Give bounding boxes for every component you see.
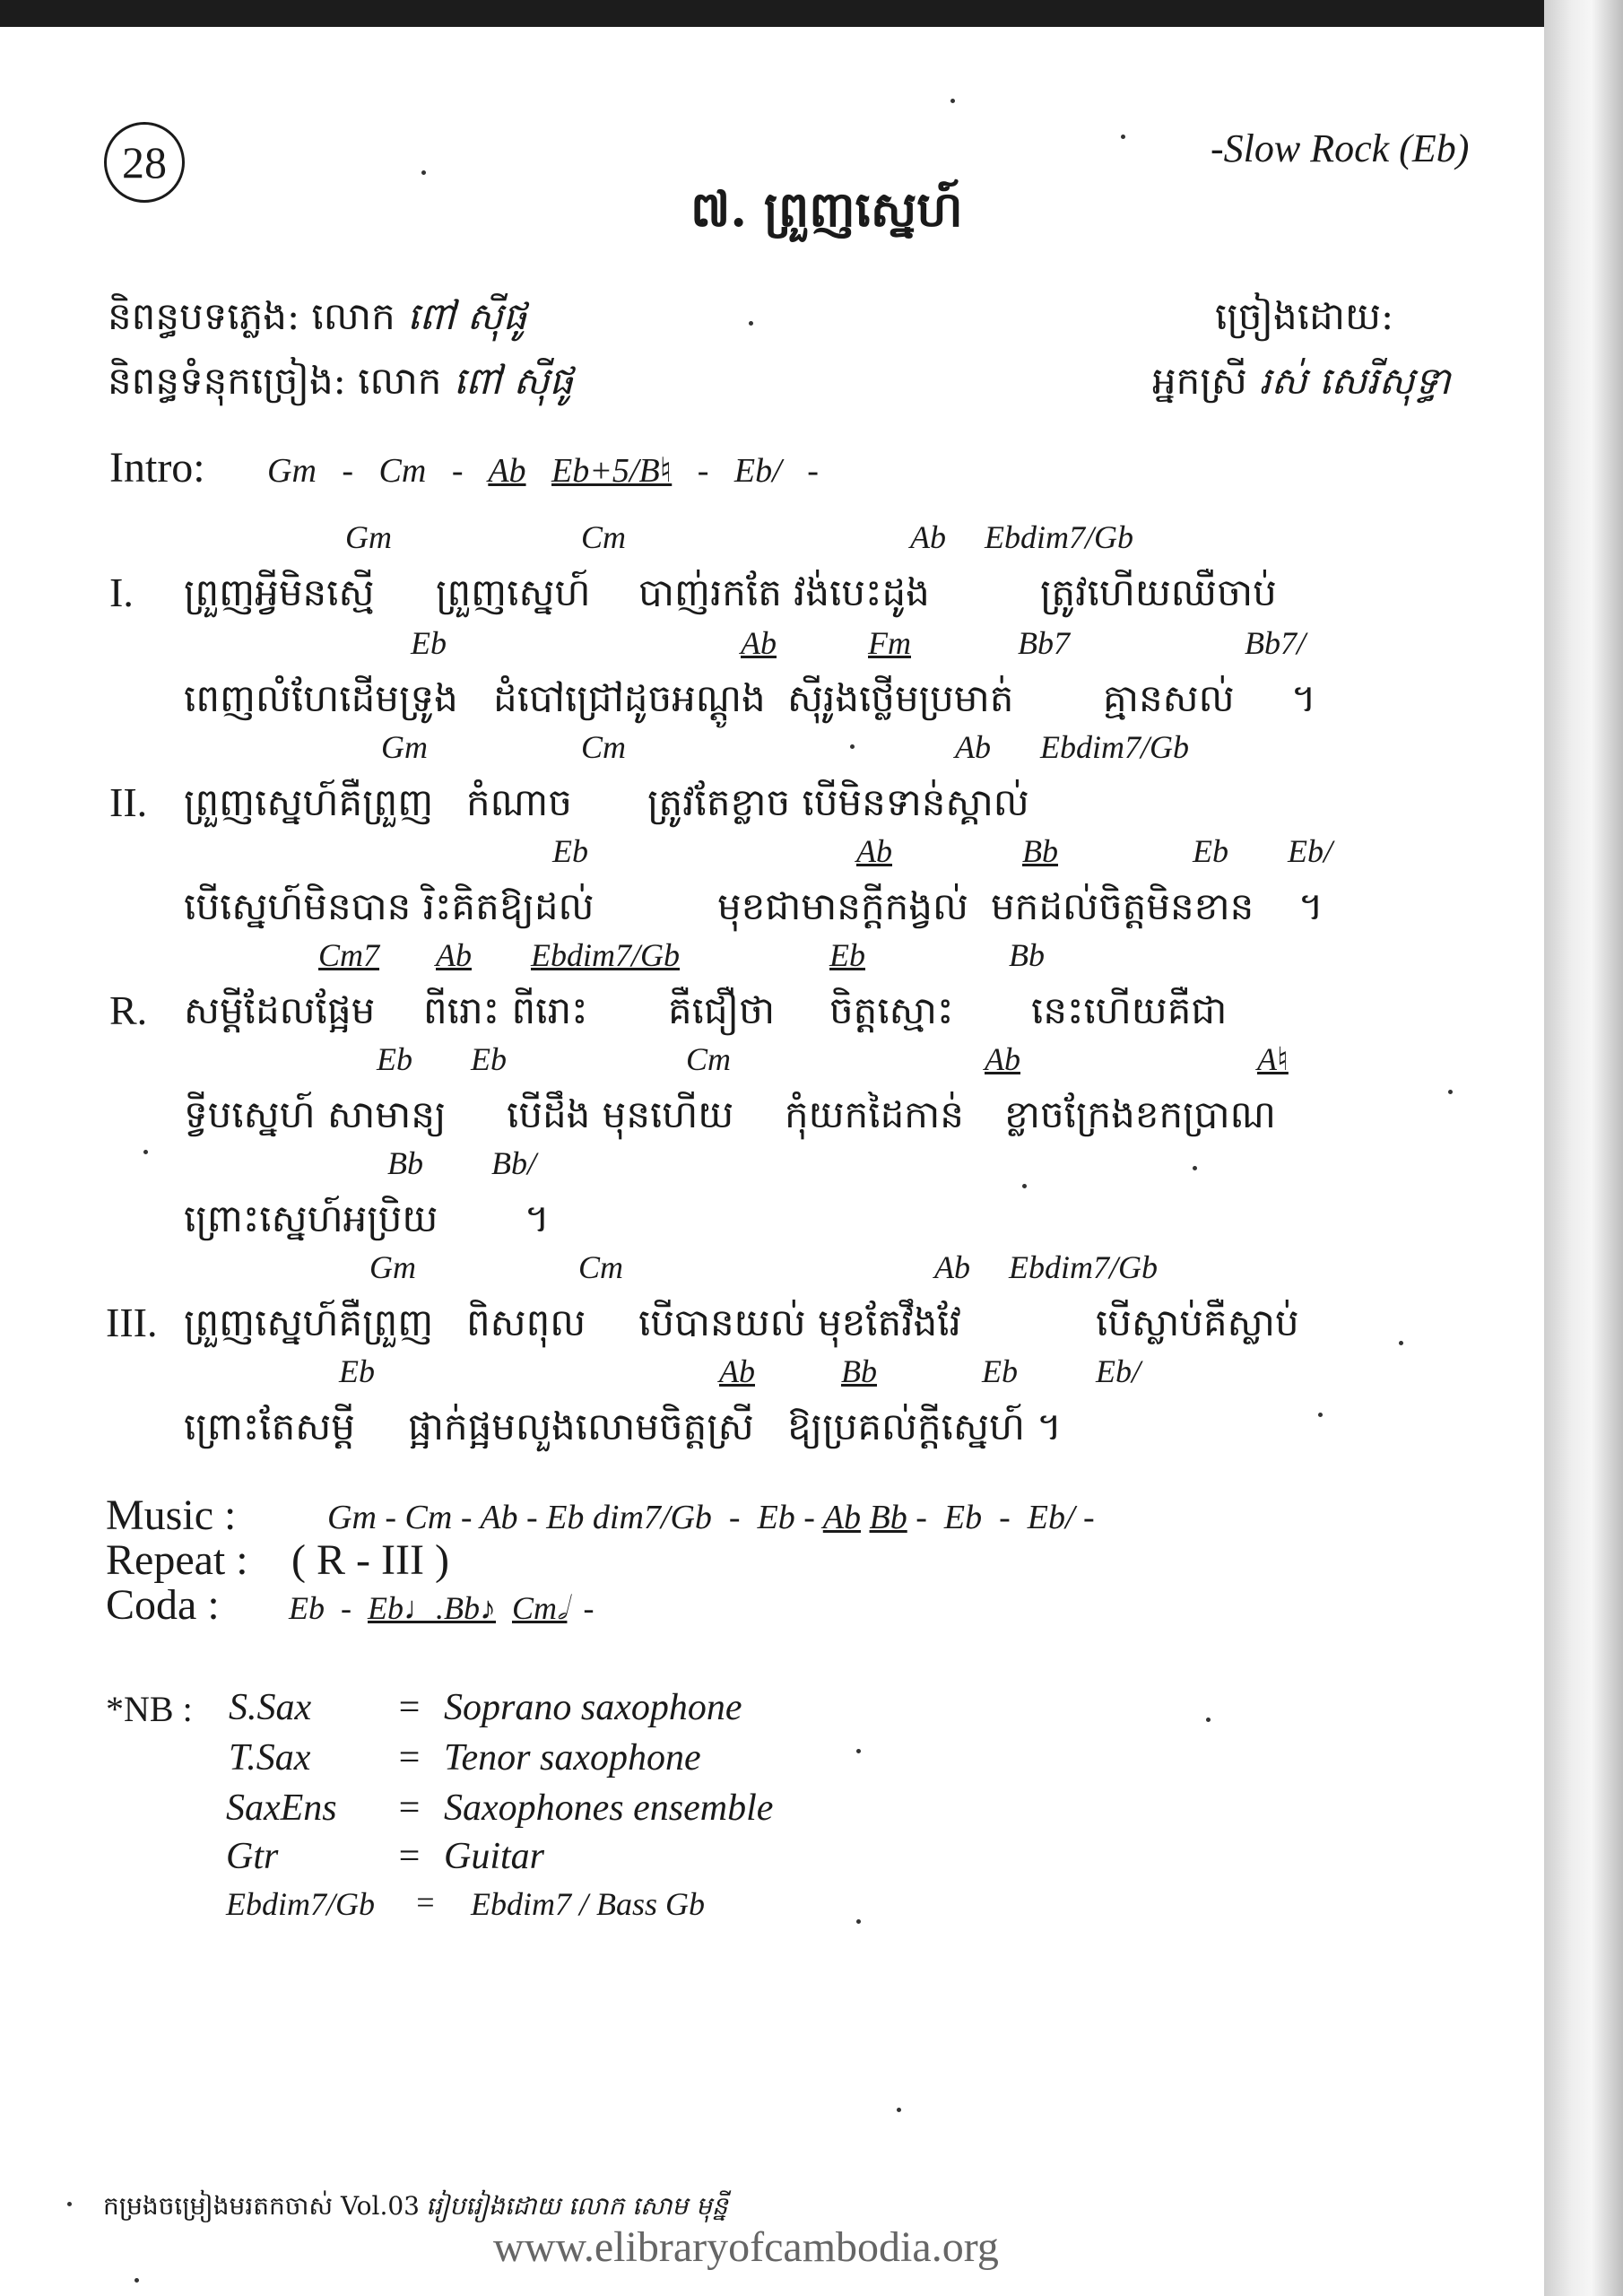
chord: A♮: [1257, 1041, 1289, 1077]
coda-sequence: [289, 1589, 594, 1628]
chord: Ab: [741, 625, 777, 661]
music-chord: Eb: [943, 1499, 983, 1536]
footer-compiler: រៀបរៀងដោយ លោក សោម មុន្នី: [426, 2191, 728, 2221]
lyric-phrase: សម្ដីដែលផ្អែម: [184, 988, 376, 1032]
music-sep: -: [728, 1499, 741, 1536]
intro-label: Intro:: [109, 444, 205, 491]
note-eq: =: [396, 1687, 422, 1728]
chord: Ab: [934, 1249, 970, 1285]
intro-sep: -: [342, 452, 354, 490]
lyric-phrase: បើស្នេហ៍មិនបាន រិះគិតឱ្យដល់: [184, 884, 595, 928]
note-abbr: S.Sax: [229, 1687, 312, 1728]
chord: Fm: [868, 625, 911, 661]
music-chord: Ab: [480, 1499, 518, 1536]
chord: Bb: [841, 1353, 877, 1389]
singer: [1152, 357, 1451, 413]
lyric-phrase: ព្រួញស្នេហ៍គឺព្រួញ: [184, 1300, 434, 1344]
lyric-phrase: មកដល់ចិត្តមិនខាន: [991, 884, 1254, 928]
footer-book: កម្រងចម្រៀងមរតកចាស់ Vol.03: [103, 2191, 420, 2221]
lyric-phrase: ព្រោះស្នេហ៍អប្រិយ: [184, 1196, 438, 1240]
chord: Ab: [436, 937, 472, 973]
intro-chord: Cm: [378, 452, 427, 490]
scan-speck: [1318, 1413, 1323, 1417]
chord: Bb: [387, 1145, 423, 1181]
singer-label: ច្រៀងដោយ:: [1215, 294, 1394, 338]
scan-right-edge: [1544, 0, 1623, 2296]
chord: Bb/: [491, 1145, 536, 1181]
lyric-phrase: ឱ្យប្រគល់ក្ដីស្នេហ៍ ។: [787, 1405, 1062, 1448]
note-full: Tenor saxophone: [444, 1737, 701, 1779]
lyrics-composer-label: និពន្ធទំនុកច្រៀង: លោក: [108, 359, 442, 403]
music-composer-label: និពន្ធបទភ្លេង: លោក: [108, 294, 395, 338]
music-sep: -: [803, 1499, 815, 1536]
note-full: Guitar: [444, 1836, 545, 1877]
note-eq: =: [396, 1737, 422, 1779]
note-eq: =: [396, 1787, 422, 1829]
style-label: -Slow Rock (Eb): [1211, 126, 1470, 170]
chord: Eb: [411, 625, 447, 661]
lyric-phrase: កុំយកដៃកាន់: [785, 1092, 964, 1136]
chord: Eb/: [1096, 1353, 1141, 1389]
intro-sequence: [267, 450, 819, 491]
song-title: ៧. ព្រួញស្នេហ៍: [690, 180, 963, 238]
coda-sep: -: [583, 1590, 595, 1626]
lyric-phrase: ព្រួញស្នេហ៍: [436, 570, 591, 614]
chord: Ab: [955, 729, 991, 765]
chord: Ebdim7/Gb: [531, 937, 680, 973]
scan-speck: [67, 2202, 72, 2206]
lyric-phrase: បើបានយល់ មុខតែវឹងវែ: [638, 1300, 961, 1344]
scan-speck: [1206, 1718, 1211, 1722]
intro-chord: Eb/: [733, 452, 782, 490]
coda-chord: Eb: [289, 1590, 325, 1626]
scan-speck: [143, 1150, 148, 1154]
intro-sep: -: [697, 452, 709, 490]
chord: Eb: [339, 1353, 375, 1389]
lyric-phrase: ព្រោះតែសម្ដី: [184, 1405, 355, 1448]
chord: Ebdim7/Gb: [1009, 1249, 1158, 1285]
lyric-phrase: ។: [525, 1196, 550, 1240]
note-full: Soprano saxophone: [444, 1687, 742, 1728]
refrain-label: R.: [109, 987, 148, 1033]
scan-speck: [421, 170, 426, 175]
note-abbr: T.Sax: [229, 1737, 311, 1779]
lyric-phrase: បើដឹង មុនហើយ: [507, 1092, 734, 1136]
lyric-phrase: ស៊ីរូងថ្លើមប្រមាត់: [787, 676, 1014, 720]
chord: Eb: [1193, 833, 1228, 869]
chord: Ab: [910, 519, 946, 555]
scan-speck: [950, 99, 955, 103]
note-eq: =: [396, 1836, 422, 1877]
verse-label: II.: [109, 779, 148, 825]
note-eq: =: [414, 1884, 437, 1920]
chord: Bb7/: [1245, 625, 1306, 661]
scan-speck: [1121, 135, 1125, 139]
lyric-phrase: វង់បេះដូង: [794, 570, 930, 614]
note-full: Saxophones ensemble: [444, 1787, 774, 1829]
chord: Ebdim7/Gb: [985, 519, 1133, 555]
chord: Eb: [552, 833, 588, 869]
lyric-phrase: ព្រួញអ្វីមិនស្មើ: [184, 570, 375, 614]
intro-sep: -: [451, 452, 464, 490]
intro-sep: -: [807, 452, 819, 490]
note-abbr: Gtr: [226, 1836, 279, 1877]
scan-speck: [850, 744, 855, 749]
music-chord: Eb/: [1027, 1499, 1075, 1536]
music-chord: Eb: [757, 1499, 795, 1536]
chord: Eb/: [1288, 833, 1332, 869]
music-composer-name: ពៅ ស៊ីផូ: [407, 294, 527, 338]
verse-label: I.: [109, 570, 134, 615]
coda-chord: Cm𝅗𝅥: [511, 1590, 568, 1626]
music-chord: Ab: [822, 1499, 861, 1536]
chord: Bb7: [1018, 625, 1070, 661]
lyric-phrase: ពីរោះ ពីរោះ: [423, 988, 588, 1032]
lyric-phrase: ត្រូវហើយឈឺចាប់: [1040, 570, 1277, 614]
chord: Ab: [985, 1041, 1020, 1077]
chord: Eb: [471, 1041, 507, 1077]
coda-chord: Eb♩.Bb♪: [368, 1590, 496, 1626]
music-chord: Eb dim7/Gb: [546, 1499, 712, 1536]
music-sep: -: [526, 1499, 538, 1536]
chord: Ab: [719, 1353, 755, 1389]
music-sequence: [327, 1498, 1095, 1537]
music-chord: Bb: [869, 1499, 907, 1536]
chord: Cm: [686, 1041, 732, 1077]
music-chord: Cm: [404, 1499, 453, 1536]
repeat-label: Repeat :: [106, 1536, 248, 1584]
repeat-value: ( R - III ): [291, 1536, 449, 1584]
footer-website: www.elibraryofcambodia.org: [493, 2223, 999, 2271]
chord: Bb: [1009, 937, 1045, 973]
lyric-phrase: ពិសពុល: [466, 1300, 586, 1344]
lyric-phrase: ទ្វីបស្នេហ៍ សាមាន្យ: [184, 1092, 447, 1136]
lyric-phrase: ។: [1291, 676, 1316, 720]
scan-speck: [1193, 1166, 1197, 1170]
singer-prefix: អ្នកស្រី: [1152, 359, 1247, 403]
music-sep: -: [999, 1499, 1011, 1536]
lyric-phrase: បាញ់រកតែ: [638, 570, 782, 614]
music-label: Music :: [106, 1492, 237, 1539]
lyric-phrase: នេះហើយគឺជា: [1031, 988, 1228, 1032]
lyric-phrase: ផ្អាក់ផ្អមលួងលោមចិត្តស្រី: [408, 1405, 754, 1448]
music-sep: -: [916, 1499, 927, 1536]
music-sep: -: [385, 1499, 397, 1536]
lyric-phrase: ដំបៅជ្រៅដូចអណ្ដូង: [493, 676, 766, 720]
coda-sep: -: [341, 1590, 352, 1626]
chord: Ab: [856, 833, 892, 869]
lyric-phrase: ពេញលំហែដើមទ្រូង: [184, 676, 458, 720]
lyrics-composer: [108, 357, 573, 413]
chord: Gm: [369, 1249, 416, 1285]
lyric-phrase: មុខជាមានក្ដីកង្វល់: [717, 884, 968, 928]
chord: Bb: [1022, 833, 1058, 869]
music-sep: -: [460, 1499, 473, 1536]
chord: Eb: [829, 937, 865, 973]
singer-name: រស់ សេរីសុទ្ធា: [1259, 359, 1451, 403]
chord: Cm: [578, 1249, 624, 1285]
scan-speck: [856, 1749, 861, 1753]
intro-chord: Gm: [267, 452, 317, 490]
music-chord: Gm: [327, 1499, 377, 1536]
scan-speck: [749, 321, 753, 326]
verse-label: III.: [106, 1300, 158, 1345]
lyric-phrase: ខ្លាចក្រែងខកប្រាណ: [1004, 1092, 1276, 1136]
lyric-phrase: បើស្លាប់គឺស្លាប់: [1096, 1300, 1299, 1344]
scan-speck: [1399, 1341, 1403, 1345]
scan-speck: [897, 2108, 901, 2112]
chord: Gm: [381, 729, 428, 765]
scan-speck: [856, 1919, 861, 1924]
lyric-phrase: គ្មានសល់: [1103, 676, 1235, 720]
note-abbr: SaxEns: [226, 1787, 337, 1829]
intro-chord: Ab: [488, 452, 526, 490]
music-sep: -: [1083, 1499, 1095, 1536]
page-number: 28: [104, 122, 185, 203]
chord: Gm: [345, 519, 392, 555]
chord: Cm7: [318, 937, 380, 973]
coda-label: Coda :: [106, 1581, 220, 1629]
lyric-phrase: ត្រូវតែខ្លាច បើមិនទាន់ស្គាល់: [647, 780, 1029, 824]
lyric-phrase: កំណាច: [466, 780, 572, 824]
scan-speck: [1448, 1090, 1453, 1094]
lyric-phrase: ព្រួញស្នេហ៍គឺព្រួញ: [184, 780, 434, 824]
chord: Cm: [581, 519, 627, 555]
note-full: Ebdim7 / Bass Gb: [471, 1886, 705, 1922]
scan-top-edge: [0, 0, 1623, 27]
intro-chord: Eb+5/B♮: [551, 452, 673, 490]
note-abbr: Ebdim7/Gb: [226, 1886, 375, 1922]
scan-speck: [1022, 1184, 1027, 1188]
lyric-phrase: ចិត្តស្មោះ: [829, 988, 954, 1032]
music-composer: [108, 292, 526, 348]
chord: Ebdim7/Gb: [1040, 729, 1189, 765]
chord: Eb: [377, 1041, 412, 1077]
lyric-phrase: គឺជឿថា: [668, 988, 776, 1032]
chord: Cm: [581, 729, 627, 765]
lyrics-composer-name: ពៅ ស៊ីផូ: [453, 359, 574, 403]
notes-label: *NB :: [106, 1689, 193, 1729]
lyric-phrase: ។: [1298, 884, 1324, 928]
scan-speck: [135, 2278, 139, 2283]
chord: Eb: [982, 1353, 1018, 1389]
